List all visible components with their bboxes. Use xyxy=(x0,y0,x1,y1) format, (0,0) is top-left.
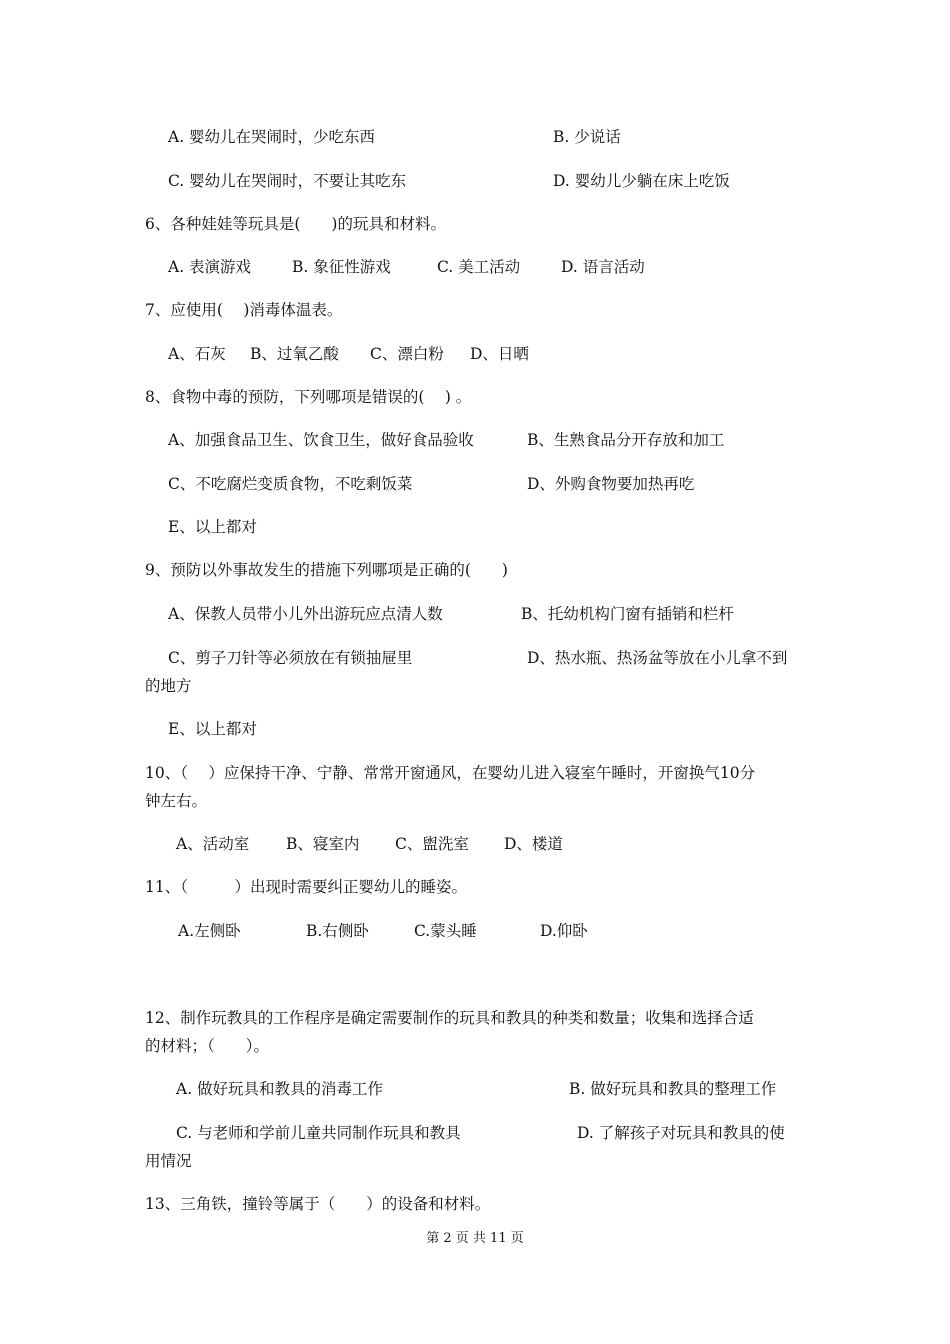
q7-text: 7、应使用( )消毒体温表。 xyxy=(145,301,343,319)
q5-option-b: B. 少说话 xyxy=(553,128,621,146)
q6-text: 6、各种娃娃等玩具是( )的玩具和材料。 xyxy=(145,215,446,233)
q12-option-d-continuation: 用情况 xyxy=(145,1152,192,1170)
q10-option-d: D、楼道 xyxy=(504,835,563,853)
q9-option-a: A、保教人员带小儿外出游玩应点清人数 xyxy=(168,605,443,623)
q9-option-d: D、热水瓶、热汤盆等放在小儿拿不到 xyxy=(527,649,788,667)
q11-text: 11、（ ）出现时需要纠正婴幼儿的睡姿。 xyxy=(145,878,467,896)
q8-option-a: A、加强食品卫生、饮食卫生，做好食品验收 xyxy=(168,431,474,449)
q12-option-a: A. 做好玩具和教具的消毒工作 xyxy=(176,1080,384,1098)
q9-option-d-continuation: 的地方 xyxy=(145,677,192,695)
q5-option-d: D. 婴幼儿少躺在床上吃饭 xyxy=(553,172,730,190)
q8-option-e: E、以上都对 xyxy=(168,518,257,536)
q7-option-d: D、日晒 xyxy=(470,345,529,363)
q11-option-a: A.左侧卧 xyxy=(178,922,241,940)
q12-option-d: D. 了解孩子对玩具和教具的使 xyxy=(577,1124,785,1142)
q12-text-line2: 的材料；（ ）。 xyxy=(145,1037,270,1055)
q10-option-a: A、活动室 xyxy=(176,835,250,853)
q9-option-b: B、托幼机构门窗有插销和栏杆 xyxy=(521,605,734,623)
q9-text: 9、预防以外事故发生的措施下列哪项是正确的( ) xyxy=(145,561,508,579)
q10-option-b: B、寝室内 xyxy=(286,835,360,853)
q10-text-line1: 10、（ ）应保持干净、宁静、常常开窗通风，在婴幼儿进入寝室午睡时，开窗换气10分 xyxy=(145,764,756,782)
q10-option-c: C、盥洗室 xyxy=(395,835,469,853)
q9-option-e: E、以上都对 xyxy=(168,720,257,738)
q11-option-b: B.右侧卧 xyxy=(306,922,369,940)
q5-option-a: A. 婴幼儿在哭闹时，少吃东西 xyxy=(168,128,376,146)
q9-option-c: C、剪子刀针等必须放在有锁抽屉里 xyxy=(168,649,413,667)
q8-text: 8、食物中毒的预防，下列哪项是错误的( ) 。 xyxy=(145,388,472,406)
q6-option-c: C. 美工活动 xyxy=(437,258,521,276)
q6-option-a: A. 表演游戏 xyxy=(168,258,252,276)
q7-option-b: B、过氧乙酸 xyxy=(250,345,339,363)
q10-text-line2: 钟左右。 xyxy=(145,792,208,810)
q8-option-d: D、外购食物要加热再吃 xyxy=(527,475,695,493)
q12-text-line1: 12、制作玩教具的工作程序是确定需要制作的玩具和教具的种类和数量；收集和选择合适 xyxy=(145,1009,754,1027)
q11-option-d: D.仰卧 xyxy=(540,922,588,940)
q8-option-b: B、生熟食品分开存放和加工 xyxy=(527,431,725,449)
q6-option-d: D. 语言活动 xyxy=(561,258,645,276)
q13-text: 13、三角铁，撞铃等属于（ ）的设备和材料。 xyxy=(145,1195,491,1213)
q12-option-b: B. 做好玩具和教具的整理工作 xyxy=(569,1080,777,1098)
q7-option-c: C、漂白粉 xyxy=(370,345,444,363)
q7-option-a: A、石灰 xyxy=(168,345,226,363)
q5-option-c: C. 婴幼儿在哭闹时，不要让其吃东 xyxy=(168,172,407,190)
q12-option-c: C. 与老师和学前儿童共同制作玩具和教具 xyxy=(176,1124,461,1142)
q6-option-b: B. 象征性游戏 xyxy=(292,258,391,276)
page-footer: 第 2 页 共 11 页 xyxy=(426,1231,524,1246)
q11-option-c: C.蒙头睡 xyxy=(414,922,477,940)
q8-option-c: C、不吃腐烂变质食物，不吃剩饭菜 xyxy=(168,475,413,493)
